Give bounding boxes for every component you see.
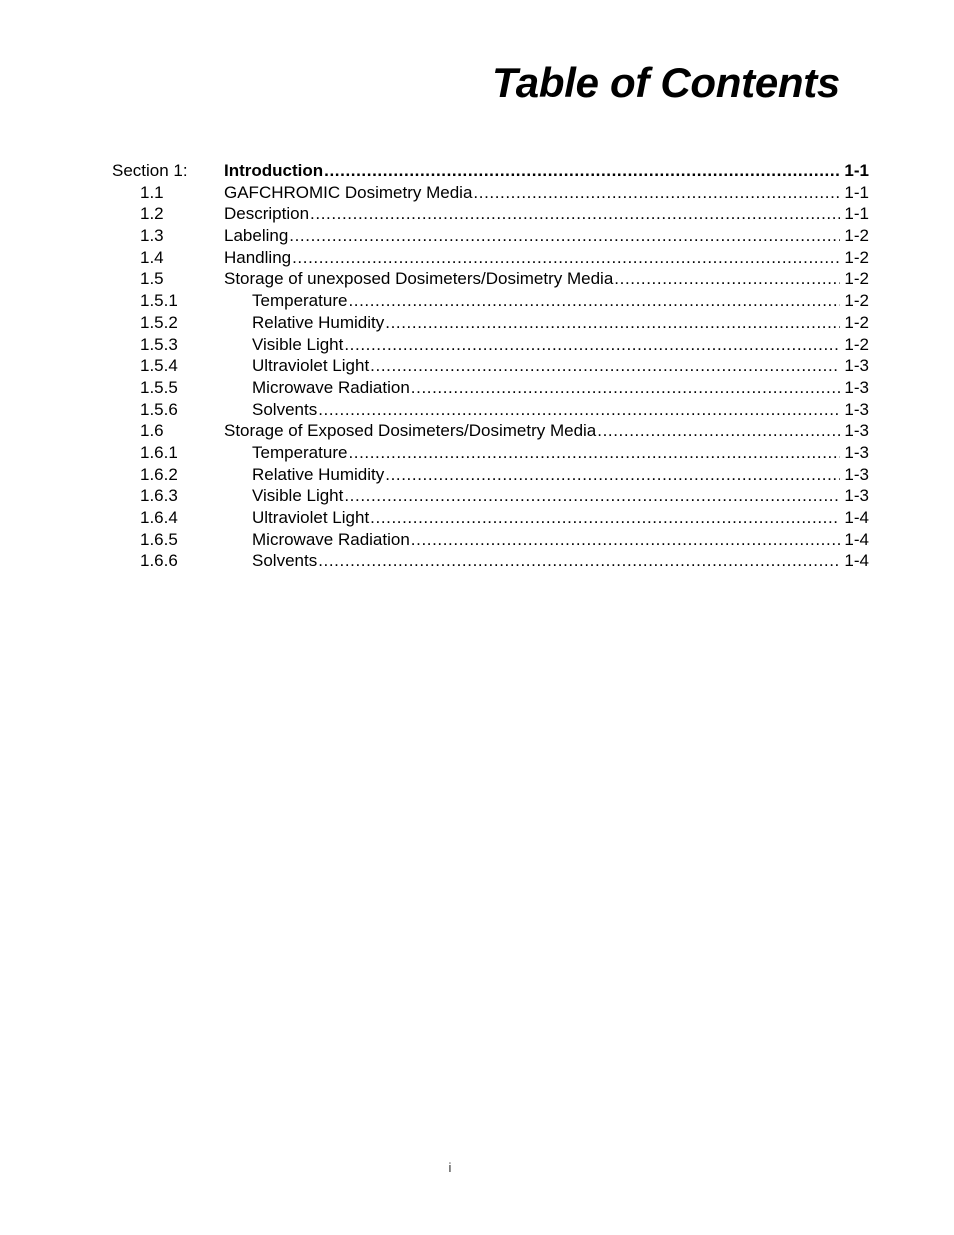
toc-entry-title[interactable]: GAFCHROMIC Dosimetry Media [224, 182, 473, 202]
dot-leader [348, 290, 840, 312]
toc-entry-title[interactable]: Visible Light [252, 334, 344, 354]
dot-leader [289, 225, 840, 247]
toc-entry-number: 1.6.4 [140, 508, 178, 527]
toc-entry[interactable] [0, 160, 954, 182]
toc-entry-number: 1.5.6 [140, 399, 178, 419]
toc-entry-number: 1.1 [140, 182, 164, 202]
toc-entry-title[interactable]: Microwave Radiation [252, 529, 410, 549]
toc-entry[interactable] [0, 182, 954, 204]
toc-entry-page[interactable]: 1-2 [844, 334, 869, 354]
toc-entry-number: 1.6.6 [140, 551, 178, 571]
toc-entry-title[interactable]: Storage of unexposed Dosimeters/Dosimetry Media [224, 269, 614, 289]
toc-entry-number: 1.6.1 [140, 442, 178, 462]
toc-entry-page[interactable]: 1-4 [844, 529, 869, 549]
dot-leader [324, 160, 840, 182]
toc-entry-title[interactable]: Labeling [224, 226, 289, 246]
dot-leader [348, 442, 840, 464]
toc-entry-page[interactable]: 1-2 [844, 312, 869, 332]
toc-entry-number: 1.6.3 [140, 486, 178, 506]
toc-entry-page[interactable]: 1-3 [844, 377, 869, 397]
dot-leader [473, 182, 840, 204]
toc-entry-title[interactable]: Description [224, 204, 310, 224]
toc-entry-number: 1.5.3 [140, 334, 178, 354]
toc-entry-page[interactable]: 1-3 [844, 421, 869, 441]
toc-entry[interactable] [0, 290, 954, 312]
toc-entry-page[interactable]: 1-1 [844, 182, 869, 202]
toc-entry-page[interactable]: 1-3 [844, 464, 869, 484]
toc-entry-page[interactable]: 1-2 [844, 226, 869, 246]
toc-entry-number: 1.5.1 [140, 291, 178, 311]
toc-entry-number: 1.3 [140, 226, 164, 246]
toc-entry-number: 1.6 [140, 421, 164, 441]
toc-entry-page[interactable]: 1-2 [844, 269, 869, 289]
page-number: i [448, 1160, 452, 1175]
toc-entry-title[interactable]: Relative Humidity [252, 312, 385, 332]
toc-entry-page[interactable]: 1-3 [844, 442, 869, 462]
dot-leader [292, 247, 840, 269]
dot-leader [344, 485, 840, 507]
toc-entry[interactable] [0, 507, 954, 529]
toc-entry-page[interactable]: 1-3 [844, 399, 869, 419]
toc-entry[interactable] [0, 225, 954, 247]
toc-entry-page[interactable]: 1-3 [844, 486, 869, 506]
toc-entry-page[interactable]: 1-2 [844, 291, 869, 311]
toc-entry[interactable] [0, 485, 954, 507]
toc-entry-title[interactable]: Solvents [252, 551, 318, 571]
toc-entry-title[interactable]: Handling [224, 247, 292, 267]
toc-entry-title[interactable]: Relative Humidity [252, 464, 385, 484]
dot-leader [411, 377, 841, 399]
toc-entry-title[interactable]: Solvents [252, 399, 318, 419]
toc-entry-page[interactable]: 1-2 [844, 247, 869, 267]
toc-entry[interactable] [0, 550, 954, 572]
toc-entry[interactable] [0, 464, 954, 486]
toc-entry-title[interactable]: Storage of Exposed Dosimeters/Dosimetry Media [224, 421, 597, 441]
toc-entry[interactable] [0, 377, 954, 399]
toc-entry-page[interactable]: 1-4 [844, 508, 869, 527]
toc-entry[interactable] [0, 268, 954, 290]
table-of-contents [0, 160, 954, 572]
toc-entry-page[interactable]: 1-4 [844, 551, 869, 571]
dot-leader [411, 529, 841, 551]
toc-entry[interactable] [0, 529, 954, 551]
dot-leader [318, 399, 840, 421]
toc-entry-number: 1.5.5 [140, 377, 178, 397]
dot-leader [310, 203, 840, 225]
toc-entry[interactable] [0, 247, 954, 269]
toc-entry-number: 1.6.5 [140, 529, 178, 549]
dot-leader [385, 464, 840, 486]
toc-entry-title[interactable]: Introduction [224, 161, 324, 180]
toc-entry-number: 1.5.4 [140, 356, 178, 376]
dot-leader [344, 334, 840, 356]
toc-entry[interactable] [0, 312, 954, 334]
toc-entry-title[interactable]: Temperature [252, 291, 348, 311]
toc-entry-title[interactable]: Visible Light [252, 486, 344, 506]
toc-entry[interactable] [0, 399, 954, 421]
toc-entry-title[interactable]: Ultraviolet Light [252, 508, 370, 527]
toc-entry-number: Section 1: [112, 161, 188, 180]
dot-leader [385, 312, 840, 334]
toc-entry[interactable] [0, 355, 954, 377]
toc-entry-number: 1.5.2 [140, 312, 178, 332]
dot-leader [597, 420, 840, 442]
toc-entry[interactable] [0, 334, 954, 356]
dot-leader [318, 550, 840, 572]
toc-entry-page[interactable]: 1-1 [844, 161, 869, 180]
toc-entry-title[interactable]: Temperature [252, 442, 348, 462]
dot-leader [370, 507, 840, 529]
toc-entry[interactable] [0, 442, 954, 464]
toc-entry-title[interactable]: Ultraviolet Light [252, 356, 370, 376]
page-title: Table of Contents [491, 59, 840, 106]
toc-entry-number: 1.6.2 [140, 464, 178, 484]
toc-entry-number: 1.2 [140, 204, 164, 224]
toc-entry-title[interactable]: Microwave Radiation [252, 377, 410, 397]
toc-entry-number: 1.5 [140, 269, 164, 289]
toc-entry-page[interactable]: 1-3 [844, 356, 869, 376]
toc-entry[interactable] [0, 420, 954, 442]
toc-entry[interactable] [0, 203, 954, 225]
toc-entry-page[interactable]: 1-1 [844, 204, 869, 224]
dot-leader [370, 355, 840, 377]
dot-leader [614, 268, 840, 290]
toc-entry-number: 1.4 [140, 247, 164, 267]
